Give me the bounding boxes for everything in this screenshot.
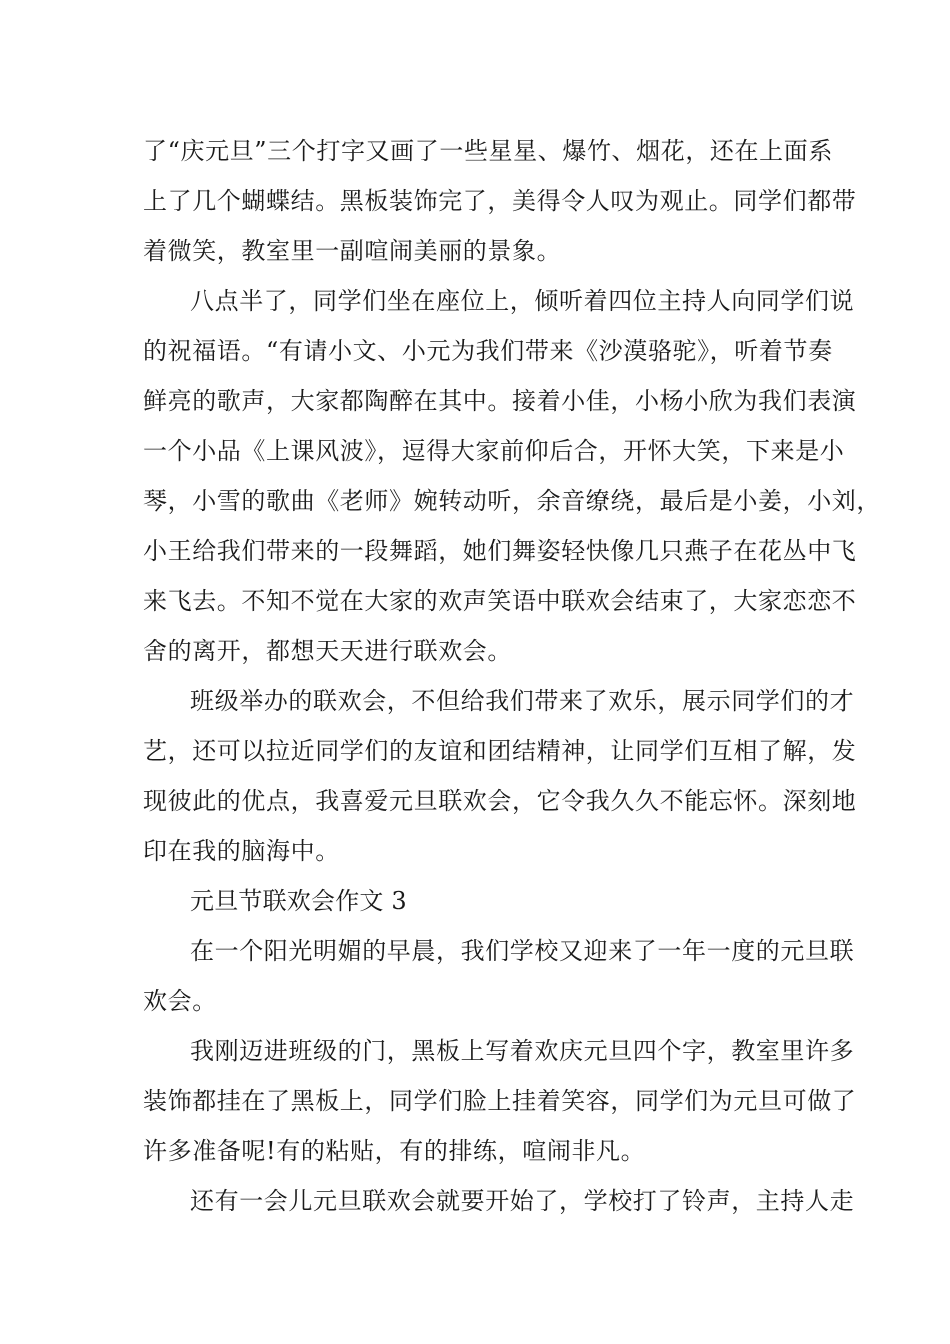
- paragraph-first-line: 八点半了，同学们坐在座位上，倾听着四位主持人向同学们说: [190, 287, 855, 315]
- paragraph-first-line: 在一个阳光明媚的早晨，我们学校又迎来了一年一度的元旦联: [190, 937, 855, 965]
- text-line: 着微笑，教室里一副喧闹美丽的景象。: [143, 237, 562, 265]
- text-line: 印在我的脑海中。: [143, 837, 340, 865]
- text-line: 许多准备呢!有的粘贴，有的排练，喧闹非凡。: [143, 1137, 646, 1165]
- text-line: 装饰都挂在了黑板上，同学们脸上挂着笑容，同学们为元旦可做了: [143, 1087, 857, 1115]
- text-line: 一个小品《上课风波》，逗得大家前仰后合，开怀大笑，下来是小: [143, 437, 845, 465]
- text-line: 琴，小雪的歌曲《老师》婉转动听，余音缭绕，最后是小姜，小刘，: [143, 487, 881, 515]
- text-line: 小王给我们带来的一段舞蹈，她们舞姿轻快像几只燕子在花丛中飞: [143, 537, 857, 565]
- text-line: 鲜亮的歌声，大家都陶醉在其中。接着小佳，小杨小欣为我们表演: [143, 387, 857, 415]
- text-line: 上了几个蝴蝶结。黑板装饰完了，美得令人叹为观止。同学们都带: [143, 187, 857, 215]
- section-heading: 元旦节联欢会作文 3: [190, 887, 407, 915]
- text-line: 艺，还可以拉近同学们的友谊和团结精神，让同学们互相了解，发: [143, 737, 857, 765]
- paragraph-first-line: 我刚迈进班级的门，黑板上写着欢庆元旦四个字，教室里许多: [190, 1037, 855, 1065]
- text-line: 现彼此的优点，我喜爱元旦联欢会，它令我久久不能忘怀。深刻地: [143, 787, 857, 815]
- text-line: 来飞去。不知不觉在大家的欢声笑语中联欢会结束了，大家恋恋不: [143, 587, 857, 615]
- paragraph-first-line: 班级举办的联欢会，不但给我们带来了欢乐，展示同学们的才: [190, 687, 855, 715]
- text-line: 舍的离开，都想天天进行联欢会。: [143, 637, 512, 665]
- text-line: 欢会。: [143, 987, 217, 1015]
- text-line: 了“庆元旦”三个打字又画了一些星星、爆竹、烟花，还在上面系: [143, 137, 833, 165]
- paragraph-first-line: 还有一会儿元旦联欢会就要开始了，学校打了铃声，主持人走: [190, 1187, 855, 1215]
- text-line: 的祝福语。“有请小文、小元为我们带来《沙漠骆驼》，听着节奏: [143, 337, 833, 365]
